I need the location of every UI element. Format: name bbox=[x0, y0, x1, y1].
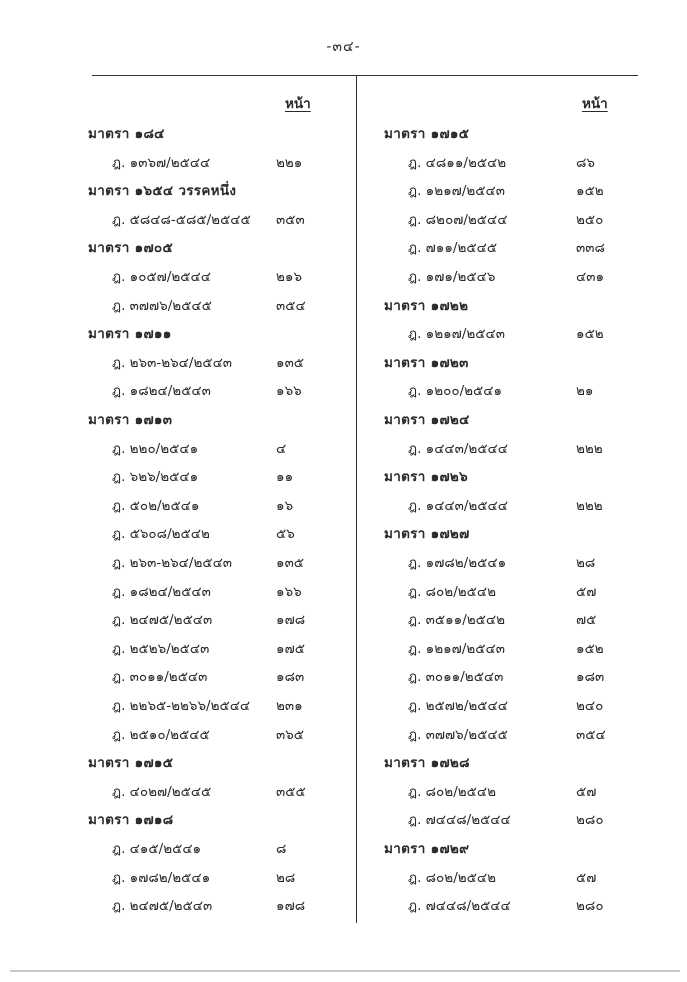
page-reference: ๗๕ bbox=[576, 612, 597, 629]
case-reference: ฎ. ๑๔๔๓/๒๕๔๔ bbox=[408, 497, 508, 514]
case-reference: ฎ. ๒๕๑๐/๒๕๔๕ bbox=[112, 726, 210, 743]
page-reference: ๒๘ bbox=[576, 555, 596, 571]
page-reference: ๒๑๖ bbox=[276, 269, 303, 285]
page-reference: ๓๓๘ bbox=[576, 240, 605, 257]
page-reference: ๑๕๒ bbox=[576, 326, 604, 343]
case-reference: ฎ. ๓๗๗๖/๒๕๔๕ bbox=[112, 297, 212, 314]
section-heading: มาตรา ๑๗๒๒ bbox=[384, 297, 469, 314]
section-heading: มาตรา ๑๗๑๓ bbox=[88, 412, 173, 428]
case-reference: ฎ. ๕๖๐๘/๒๕๔๒ bbox=[112, 526, 210, 543]
bottom-line bbox=[10, 970, 680, 972]
page-reference: ๒๕๐ bbox=[576, 211, 604, 228]
section-heading: มาตรา ๑๗๒๓ bbox=[384, 354, 469, 371]
page-reference: ๒๘ bbox=[276, 869, 296, 886]
page-reference: ๕๗ bbox=[576, 869, 597, 886]
section-heading: มาตรา ๑๗๑๕ bbox=[88, 755, 174, 772]
case-reference: ฎ. ๗๔๔๘/๒๕๔๔ bbox=[408, 898, 511, 915]
case-reference: ฎ. ๔๑๕/๒๕๔๑ bbox=[112, 841, 202, 857]
case-reference: ฎ. ๑๒๑๗/๒๕๔๓ bbox=[408, 326, 505, 343]
case-reference: ฎ. ๒๖๓-๒๖๔/๒๕๔๓ bbox=[112, 354, 233, 371]
page-reference: ๑๗๘ bbox=[276, 898, 306, 915]
section-heading: มาตรา ๑๗๒๔ bbox=[384, 412, 470, 428]
case-reference: ฎ. ๓๐๑๑/๒๕๔๓ bbox=[112, 669, 208, 686]
section-heading: มาตรา ๑๖๕๔ วรรคหนึ่ง bbox=[88, 183, 237, 200]
page-reference: ๑๖ bbox=[276, 497, 294, 514]
case-reference: ฎ. ๘๒๐๗/๒๕๔๔ bbox=[408, 211, 508, 228]
case-reference: ฎ. ๑๘๒๔/๒๕๔๓ bbox=[112, 583, 211, 600]
page-reference: ๕๗ bbox=[576, 583, 597, 600]
case-reference: ฎ. ๒๕๒๖/๒๕๔๓ bbox=[112, 640, 210, 657]
page-reference: ๘๖ bbox=[576, 154, 595, 171]
case-reference: ฎ. ๒๔๗๕/๒๕๔๓ bbox=[112, 612, 213, 629]
page-reference: ๒๒๒ bbox=[576, 440, 603, 457]
section-heading: มาตรา ๑๗๒๙ bbox=[384, 841, 470, 857]
top-rule bbox=[92, 75, 638, 76]
case-reference: ฎ. ๕๐๒/๒๕๔๑ bbox=[112, 497, 200, 514]
page-reference: ๒๘๐ bbox=[576, 898, 604, 915]
section-heading: มาตรา ๑๗๒๖ bbox=[384, 469, 468, 486]
case-reference: ฎ. ๑๓๖๗/๒๕๔๔ bbox=[112, 154, 211, 171]
page-reference: ๕๗ bbox=[576, 783, 597, 800]
case-reference: ฎ. ๑๘๒๔/๒๕๔๓ bbox=[112, 383, 211, 400]
page-reference: ๑๓๕ bbox=[276, 354, 305, 371]
case-reference: ฎ. ๑๗๘๒/๒๕๔๑ bbox=[408, 555, 507, 571]
case-reference: ฎ. ๑๔๔๓/๒๕๔๔ bbox=[408, 440, 508, 457]
case-reference: ฎ. ๒๒๐/๒๕๔๑ bbox=[112, 440, 199, 457]
page-reference: ๘ bbox=[276, 841, 287, 857]
left-page-header: หน้า bbox=[285, 96, 311, 112]
case-reference: ฎ. ๕๘๔๘-๕๘๕/๒๕๔๕ bbox=[112, 211, 251, 228]
page-reference: ๒๔๐ bbox=[576, 698, 604, 714]
case-reference: ฎ. ๓๗๗๖/๒๕๔๕ bbox=[408, 726, 508, 743]
right-page-header: หน้า bbox=[582, 96, 608, 112]
page-reference: ๓๕๔ bbox=[276, 297, 306, 314]
case-reference: ฎ. ๗๔๔๘/๒๕๔๔ bbox=[408, 812, 511, 829]
case-reference: ฎ. ๔๘๑๑/๒๕๔๒ bbox=[408, 154, 507, 171]
page-reference: ๕๖ bbox=[276, 526, 295, 543]
case-reference: ฎ. ๓๐๑๑/๒๕๔๓ bbox=[408, 669, 504, 686]
case-reference: ฎ. ๔๐๒๗/๒๕๔๕ bbox=[112, 783, 212, 800]
page-reference: ๓๕๔ bbox=[576, 726, 606, 743]
section-heading: มาตรา ๑๗๑๑ bbox=[88, 326, 172, 343]
page-reference: ๓๖๕ bbox=[276, 726, 305, 743]
case-reference: ฎ. ๑๒๑๗/๒๕๔๓ bbox=[408, 640, 505, 657]
case-reference: ฎ. ๓๕๑๑/๒๕๔๒ bbox=[408, 612, 506, 629]
case-reference: ฎ. ๗๑๑/๒๕๔๕ bbox=[408, 240, 498, 257]
page-reference: ๒๒๑ bbox=[276, 154, 303, 171]
case-reference: ฎ. ๒๕๗๒/๒๕๔๔ bbox=[408, 698, 508, 714]
column-divider bbox=[356, 75, 357, 923]
page-reference: ๒๒๒ bbox=[576, 497, 603, 514]
case-reference: ฎ. ๖๒๖/๒๕๔๑ bbox=[112, 469, 199, 486]
page-reference: ๒๑ bbox=[576, 383, 594, 400]
page-reference: ๑๗๘ bbox=[276, 612, 306, 629]
case-reference: ฎ. ๘๐๒/๒๕๔๒ bbox=[408, 783, 496, 800]
case-reference: ฎ. ๒๔๗๕/๒๕๔๓ bbox=[112, 898, 213, 915]
section-heading: มาตรา ๑๗๒๗ bbox=[384, 526, 470, 543]
case-reference: ฎ. ๘๐๒/๒๕๔๒ bbox=[408, 583, 496, 600]
page-reference: ๑๖๖ bbox=[276, 383, 302, 400]
section-heading: มาตรา ๑๗๑๘ bbox=[88, 812, 174, 829]
case-reference: ฎ. ๒๒๖๕-๒๒๖๖/๒๕๔๔ bbox=[112, 698, 251, 714]
case-reference: ฎ. ๑๐๕๗/๒๕๔๔ bbox=[112, 269, 211, 285]
case-reference: ฎ. ๑๒๑๗/๒๕๔๓ bbox=[408, 183, 505, 200]
page-reference: ๒๘๐ bbox=[576, 812, 604, 829]
page-reference: ๑๓๕ bbox=[276, 555, 305, 571]
page-reference: ๑๕๒ bbox=[576, 183, 604, 200]
page-reference: ๑๖๖ bbox=[276, 583, 302, 600]
case-reference: ฎ. ๑๗๑/๒๕๔๖ bbox=[408, 269, 496, 285]
page-number: -๓๔- bbox=[326, 39, 361, 55]
section-heading: มาตรา ๑๗๐๕ bbox=[88, 240, 173, 257]
page-reference: ๑๘๓ bbox=[276, 669, 305, 686]
page-reference: ๔ bbox=[276, 440, 287, 457]
page-reference: ๑๘๓ bbox=[576, 669, 605, 686]
page-reference: ๔๓๑ bbox=[576, 269, 605, 285]
page-reference: ๑๑ bbox=[276, 469, 294, 486]
case-reference: ฎ. ๑๗๘๒/๒๕๔๑ bbox=[112, 869, 211, 886]
section-heading: มาตรา ๑๗๑๕ bbox=[384, 126, 470, 142]
case-reference: ฎ. ๒๖๓-๒๖๔/๒๕๔๓ bbox=[112, 555, 233, 571]
page-reference: ๑๕๒ bbox=[576, 640, 604, 657]
case-reference: ฎ. ๘๐๒/๒๕๔๒ bbox=[408, 869, 496, 886]
page-reference: ๓๕๕ bbox=[276, 783, 306, 800]
page-reference: ๒๓๑ bbox=[276, 698, 303, 714]
page-reference: ๑๗๕ bbox=[276, 640, 305, 657]
page-reference: ๓๕๓ bbox=[276, 211, 305, 228]
section-heading: มาตรา ๑๘๔ bbox=[88, 126, 165, 142]
case-reference: ฎ. ๑๒๐๐/๒๕๔๑ bbox=[408, 383, 503, 400]
section-heading: มาตรา ๑๗๒๘ bbox=[384, 755, 470, 772]
